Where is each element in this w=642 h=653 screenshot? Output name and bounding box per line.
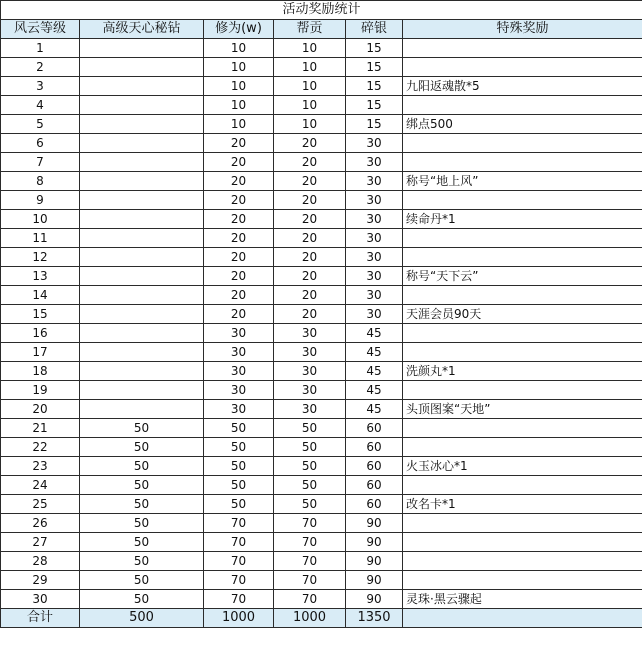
table-row [1,419,642,438]
cell-diamond [80,172,204,191]
total-banggong: 1000 [274,609,346,628]
table-row [1,172,642,191]
header-level: 风云等级 [1,20,80,39]
cell-special [403,248,642,267]
cell-diamond [80,248,204,267]
cell-xiuwei: 10 [204,39,274,58]
table-row [1,381,642,400]
cell-banggong: 50 [274,476,346,495]
cell-banggong: 10 [274,77,346,96]
cell-suiyin: 90 [346,590,403,609]
cell-banggong: 70 [274,571,346,590]
cell-banggong: 30 [274,343,346,362]
cell-xiuwei: 10 [204,58,274,77]
cell-special: 绑点500 [403,115,642,134]
cell-level: 22 [1,438,80,457]
cell-diamond [80,305,204,324]
total-diamond: 500 [80,609,204,628]
total-special [403,609,642,628]
cell-banggong: 10 [274,39,346,58]
cell-diamond: 50 [80,552,204,571]
cell-level: 7 [1,153,80,172]
cell-xiuwei: 30 [204,343,274,362]
cell-suiyin: 30 [346,172,403,191]
total-suiyin: 1350 [346,609,403,628]
total-xiuwei: 1000 [204,609,274,628]
cell-level: 23 [1,457,80,476]
cell-level: 28 [1,552,80,571]
cell-level: 11 [1,229,80,248]
cell-diamond [80,343,204,362]
cell-xiuwei: 10 [204,115,274,134]
cell-special: 九阳返魂散*5 [403,77,642,96]
cell-banggong: 30 [274,381,346,400]
cell-banggong: 20 [274,172,346,191]
total-label: 合计 [1,609,80,628]
table-row [1,134,642,153]
table-row [1,476,642,495]
cell-xiuwei: 30 [204,362,274,381]
cell-diamond [80,153,204,172]
cell-banggong: 20 [274,267,346,286]
cell-xiuwei: 50 [204,495,274,514]
table-row [1,96,642,115]
cell-suiyin: 60 [346,495,403,514]
cell-suiyin: 15 [346,39,403,58]
cell-diamond [80,267,204,286]
cell-suiyin: 30 [346,267,403,286]
cell-diamond: 50 [80,571,204,590]
cell-xiuwei: 50 [204,419,274,438]
cell-suiyin: 90 [346,571,403,590]
cell-level: 1 [1,39,80,58]
cell-banggong: 20 [274,191,346,210]
table-row [1,552,642,571]
table-header-row [1,20,642,39]
table-row [1,210,642,229]
cell-diamond [80,400,204,419]
cell-diamond [80,210,204,229]
cell-special [403,153,642,172]
cell-xiuwei: 30 [204,400,274,419]
cell-xiuwei: 30 [204,381,274,400]
cell-suiyin: 30 [346,305,403,324]
cell-level: 18 [1,362,80,381]
cell-special [403,343,642,362]
table-row [1,305,642,324]
cell-banggong: 50 [274,419,346,438]
cell-xiuwei: 70 [204,552,274,571]
cell-level: 9 [1,191,80,210]
cell-special: 称号“天下云” [403,267,642,286]
table-row [1,590,642,609]
cell-xiuwei: 70 [204,571,274,590]
cell-suiyin: 45 [346,343,403,362]
cell-special [403,419,642,438]
cell-special [403,381,642,400]
cell-level: 24 [1,476,80,495]
cell-diamond [80,115,204,134]
cell-special [403,324,642,343]
table-row [1,514,642,533]
cell-special [403,476,642,495]
cell-banggong: 20 [274,286,346,305]
cell-level: 2 [1,58,80,77]
cell-xiuwei: 20 [204,286,274,305]
table-row [1,400,642,419]
cell-xiuwei: 30 [204,324,274,343]
cell-banggong: 70 [274,552,346,571]
cell-diamond [80,191,204,210]
cell-suiyin: 60 [346,457,403,476]
cell-special [403,571,642,590]
cell-suiyin: 45 [346,381,403,400]
cell-xiuwei: 20 [204,134,274,153]
cell-suiyin: 90 [346,552,403,571]
cell-special: 称号“地上风” [403,172,642,191]
cell-diamond: 50 [80,419,204,438]
cell-level: 12 [1,248,80,267]
cell-level: 25 [1,495,80,514]
header-xiuwei: 修为(w) [204,20,274,39]
cell-suiyin: 60 [346,438,403,457]
cell-xiuwei: 20 [204,305,274,324]
cell-banggong: 20 [274,134,346,153]
cell-xiuwei: 70 [204,514,274,533]
cell-level: 5 [1,115,80,134]
cell-xiuwei: 20 [204,248,274,267]
table-row [1,58,642,77]
cell-suiyin: 15 [346,96,403,115]
table-row [1,248,642,267]
table-row [1,39,642,58]
cell-level: 21 [1,419,80,438]
table-title-row [1,1,642,20]
cell-banggong: 30 [274,400,346,419]
table-row [1,571,642,590]
cell-special: 灵珠·黑云骤起 [403,590,642,609]
cell-special [403,134,642,153]
table-row [1,324,642,343]
cell-banggong: 10 [274,115,346,134]
cell-special: 续命丹*1 [403,210,642,229]
cell-xiuwei: 20 [204,267,274,286]
cell-special [403,533,642,552]
cell-level: 14 [1,286,80,305]
cell-suiyin: 30 [346,229,403,248]
table-row [1,267,642,286]
cell-diamond: 50 [80,590,204,609]
cell-level: 3 [1,77,80,96]
cell-xiuwei: 10 [204,96,274,115]
table-title: 活动奖励统计 [1,1,642,20]
table-row [1,286,642,305]
cell-xiuwei: 20 [204,191,274,210]
cell-diamond: 50 [80,514,204,533]
table-row [1,229,642,248]
cell-level: 4 [1,96,80,115]
cell-xiuwei: 50 [204,457,274,476]
cell-level: 16 [1,324,80,343]
table-row [1,495,642,514]
cell-banggong: 20 [274,210,346,229]
cell-banggong: 30 [274,362,346,381]
cell-diamond: 50 [80,495,204,514]
cell-diamond [80,381,204,400]
table-row [1,115,642,134]
cell-suiyin: 30 [346,153,403,172]
cell-banggong: 70 [274,514,346,533]
cell-diamond [80,58,204,77]
cell-diamond [80,229,204,248]
cell-level: 26 [1,514,80,533]
cell-suiyin: 15 [346,115,403,134]
header-special: 特殊奖励 [403,20,642,39]
cell-diamond: 50 [80,457,204,476]
cell-banggong: 70 [274,533,346,552]
table-row [1,438,642,457]
header-banggong: 帮贡 [274,20,346,39]
cell-suiyin: 45 [346,324,403,343]
cell-suiyin: 45 [346,362,403,381]
cell-suiyin: 30 [346,134,403,153]
header-suiyin: 碎银 [346,20,403,39]
cell-banggong: 30 [274,324,346,343]
cell-banggong: 20 [274,248,346,267]
cell-xiuwei: 20 [204,229,274,248]
cell-level: 27 [1,533,80,552]
cell-xiuwei: 70 [204,590,274,609]
table-row [1,77,642,96]
cell-special [403,286,642,305]
cell-suiyin: 30 [346,286,403,305]
cell-banggong: 50 [274,457,346,476]
cell-special [403,514,642,533]
cell-suiyin: 90 [346,533,403,552]
table-row [1,533,642,552]
cell-level: 10 [1,210,80,229]
cell-banggong: 20 [274,305,346,324]
cell-banggong: 20 [274,229,346,248]
cell-xiuwei: 20 [204,210,274,229]
cell-level: 29 [1,571,80,590]
cell-diamond [80,77,204,96]
cell-suiyin: 30 [346,248,403,267]
cell-suiyin: 15 [346,58,403,77]
cell-xiuwei: 50 [204,476,274,495]
cell-diamond [80,362,204,381]
cell-xiuwei: 20 [204,172,274,191]
cell-special: 火玉冰心*1 [403,457,642,476]
cell-level: 17 [1,343,80,362]
cell-suiyin: 30 [346,191,403,210]
cell-banggong: 10 [274,58,346,77]
cell-diamond: 50 [80,533,204,552]
table-row [1,153,642,172]
cell-diamond: 50 [80,476,204,495]
cell-level: 19 [1,381,80,400]
cell-level: 30 [1,590,80,609]
cell-special: 洗颜丸*1 [403,362,642,381]
cell-banggong: 70 [274,590,346,609]
cell-level: 8 [1,172,80,191]
cell-suiyin: 60 [346,476,403,495]
cell-diamond: 50 [80,438,204,457]
cell-suiyin: 90 [346,514,403,533]
cell-special: 改名卡*1 [403,495,642,514]
table-row [1,362,642,381]
cell-special [403,39,642,58]
cell-diamond [80,324,204,343]
cell-special [403,438,642,457]
cell-suiyin: 15 [346,77,403,96]
cell-level: 20 [1,400,80,419]
cell-diamond [80,96,204,115]
cell-diamond [80,134,204,153]
cell-xiuwei: 50 [204,438,274,457]
cell-level: 6 [1,134,80,153]
table-row [1,343,642,362]
cell-xiuwei: 70 [204,533,274,552]
cell-special [403,229,642,248]
cell-special [403,191,642,210]
cell-diamond [80,286,204,305]
cell-special: 天涯会员90天 [403,305,642,324]
table-row [1,457,642,476]
cell-level: 13 [1,267,80,286]
table-row [1,191,642,210]
cell-suiyin: 30 [346,210,403,229]
cell-level: 15 [1,305,80,324]
total-row [1,609,642,628]
cell-special [403,96,642,115]
cell-banggong: 50 [274,438,346,457]
cell-special: 头顶图案“天地” [403,400,642,419]
header-diamond: 高级天心秘钻 [80,20,204,39]
cell-banggong: 10 [274,96,346,115]
cell-suiyin: 45 [346,400,403,419]
cell-diamond [80,39,204,58]
cell-banggong: 20 [274,153,346,172]
cell-suiyin: 60 [346,419,403,438]
cell-special [403,552,642,571]
cell-banggong: 50 [274,495,346,514]
cell-xiuwei: 10 [204,77,274,96]
cell-special [403,58,642,77]
cell-xiuwei: 20 [204,153,274,172]
